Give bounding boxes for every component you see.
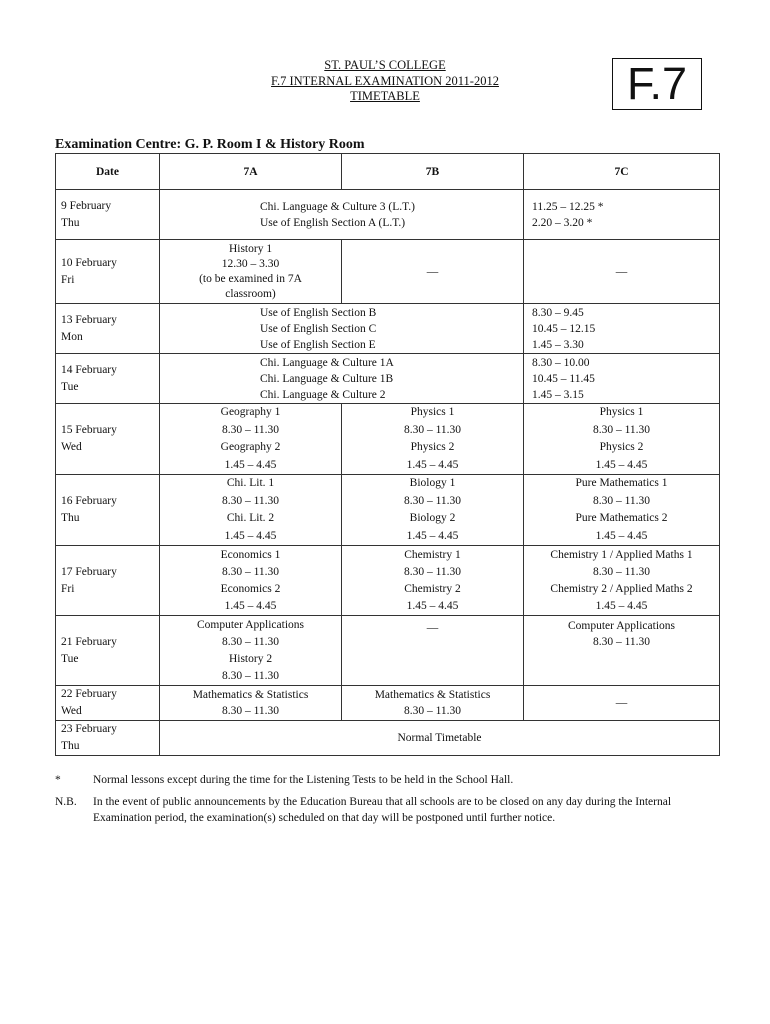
cell-7a: Economics 1 8.30 – 11.30 Economics 2 1.45 – 4.45 — [160, 546, 342, 616]
cell-7b: — — [342, 616, 524, 686]
cell-7b: Physics 1 8.30 – 11.30 Physics 2 1.45 – 4.45 — [342, 404, 524, 475]
table-row — [56, 721, 720, 756]
header-row — [56, 154, 720, 190]
table-row — [56, 190, 720, 240]
timetable — [55, 153, 720, 756]
table-row — [56, 304, 720, 354]
cell-7a: History 1 12.30 – 3.30 (to be examined in 7A classroom) — [160, 240, 342, 304]
date-cell: 22 February Wed — [56, 686, 160, 721]
examination-centre: Examination Centre: G. P. Room I & History Room — [55, 137, 365, 152]
doc-title: TIMETABLE — [350, 89, 420, 103]
date-cell: 9 February Thu — [56, 190, 160, 240]
footnote-mark: N.B. — [55, 796, 77, 808]
footnote-text: Normal lessons except during the time for the Listening Tests to be held in the School Hall. — [93, 774, 514, 786]
cell-7c: Computer Applications 8.30 – 11.30 — [524, 616, 720, 686]
table-row — [56, 616, 720, 686]
normal-timetable-cell: Normal Timetable — [160, 721, 720, 756]
cell-7a: Computer Applications 8.30 – 11.30 History 2 8.30 – 11.30 — [160, 616, 342, 686]
cell-7c: — — [524, 686, 720, 721]
table-row — [56, 240, 720, 304]
date-cell: 14 February Tue — [56, 354, 160, 404]
footnote-text: In the event of public announcements by the Education Bureau that all schools are to be closed on any day during the Internal Examination period, the examination(s) scheduled on that day will be postponed until further notice. — [93, 796, 672, 824]
school-name: ST. PAUL’S COLLEGE — [324, 58, 446, 72]
cell-7b: — — [342, 240, 524, 304]
cell-7a: Geography 1 8.30 – 11.30 Geography 2 1.45 – 4.45 — [160, 404, 342, 475]
cell-7b: Biology 1 8.30 – 11.30 Biology 2 1.45 – 4.45 — [342, 475, 524, 546]
footnote — [55, 794, 720, 826]
cell-7c: Pure Mathematics 1 8.30 – 11.30 Pure Mathematics 2 1.45 – 4.45 — [524, 475, 720, 546]
shared-cell: Chi. Language & Culture 1A Chi. Language & Culture 1B Chi. Language & Culture 2 — [160, 354, 524, 404]
shared-cell: Chi. Language & Culture 3 (L.T.) Use of English Section A (L.T.) — [160, 190, 524, 240]
col-7b: 7B — [342, 154, 524, 190]
cell-7c: Physics 1 8.30 – 11.30 Physics 2 1.45 – 4.45 — [524, 404, 720, 475]
table-row — [56, 354, 720, 404]
document-header — [220, 58, 550, 105]
date-cell: 16 February Thu — [56, 475, 160, 546]
table-row — [56, 475, 720, 546]
cell-7a: Mathematics & Statistics 8.30 – 11.30 — [160, 686, 342, 721]
date-cell: 17 February Fri — [56, 546, 160, 616]
time-cell: 8.30 – 9.45 10.45 – 12.15 1.45 – 3.30 — [524, 304, 720, 354]
date-cell: 10 February Fri — [56, 240, 160, 304]
date-cell: 13 February Mon — [56, 304, 160, 354]
col-7a: 7A — [160, 154, 342, 190]
footnotes — [55, 772, 720, 832]
shared-cell: Use of English Section B Use of English Section C Use of English Section E — [160, 304, 524, 354]
time-cell: 11.25 – 12.25 * 2.20 – 3.20 * — [524, 190, 720, 240]
footnote-mark: * — [55, 774, 61, 786]
cell-7b: Mathematics & Statistics 8.30 – 11.30 — [342, 686, 524, 721]
table-row — [56, 686, 720, 721]
date-cell: 15 February Wed — [56, 404, 160, 475]
table-row — [56, 404, 720, 475]
table-row — [56, 546, 720, 616]
form-badge: F.7 — [612, 58, 702, 110]
date-cell: 23 February Thu — [56, 721, 160, 756]
cell-7b: Chemistry 1 8.30 – 11.30 Chemistry 2 1.45 – 4.45 — [342, 546, 524, 616]
time-cell: 8.30 – 10.00 10.45 – 11.45 1.45 – 3.15 — [524, 354, 720, 404]
cell-7a: Chi. Lit. 1 8.30 – 11.30 Chi. Lit. 2 1.45 – 4.45 — [160, 475, 342, 546]
cell-7c: Chemistry 1 / Applied Maths 1 8.30 – 11.30 Chemistry 2 / Applied Maths 2 1.45 – 4.45 — [524, 546, 720, 616]
col-7c: 7C — [524, 154, 720, 190]
cell-7c: — — [524, 240, 720, 304]
col-date: Date — [56, 154, 160, 190]
exam-title: F.7 INTERNAL EXAMINATION 2011-2012 — [271, 73, 499, 88]
date-cell: 21 February Tue — [56, 616, 160, 686]
footnote — [55, 772, 720, 788]
